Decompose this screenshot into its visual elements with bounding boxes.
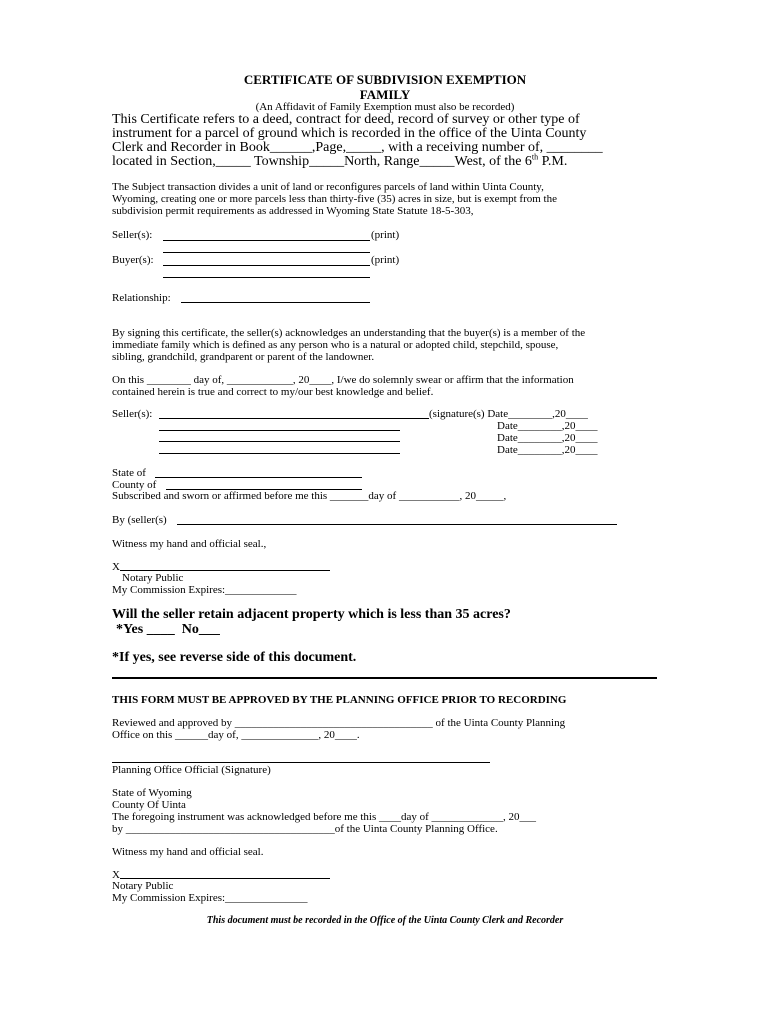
notary-public-label-2: Notary Public <box>112 880 174 892</box>
notary-state-label: State of <box>112 467 146 479</box>
notary-state-line[interactable] <box>155 477 362 478</box>
subject-line-2: Wyoming, creating one or more parcels less than thirty-five (35) acres in size, but is exempt from the <box>112 193 558 205</box>
commission-expires-2: My Commission Expires:_______________ <box>112 892 308 904</box>
buyers-print-label: (print) <box>371 254 400 266</box>
intro-line-1: This Certificate refers to a deed, contract for deed, record of survey or other type of <box>112 112 580 127</box>
approval-line-2: Office on this ______day of, ______________, 20____. <box>112 729 360 741</box>
seller-signature-line-3[interactable] <box>159 441 400 442</box>
relationship-line[interactable] <box>181 302 370 303</box>
notary-x-mark-1: X <box>112 561 120 573</box>
acknowledged-line: The foregoing instrument was acknowledged before me this ____day of _____________, 20___ <box>112 811 537 823</box>
commission-expires-1: My Commission Expires:_____________ <box>112 584 297 596</box>
affidavit-note: (An Affidavit of Family Exemption must also be recorded) <box>255 101 515 113</box>
witness-text-2: Witness my hand and official seal. <box>112 846 264 858</box>
planning-office-by-line: by ______________________________________of the Uinta County Planning Office. <box>112 823 498 835</box>
oath-line-2: contained herein is true and correct to my/our best knowledge and belief. <box>112 386 434 398</box>
notary-subscribed: Subscribed and sworn or affirmed before me this _______day of ___________, 20_____, <box>112 490 507 502</box>
intro-line-2: instrument for a parcel of ground which is recorded in the office of the Uinta County <box>112 126 587 141</box>
buyers-second-line[interactable] <box>163 277 370 278</box>
seller-signature-line-2[interactable] <box>159 430 400 431</box>
intro-line-4-text: located in Section,_____ Township_____North, Range_____West, of the 6 <box>112 154 532 169</box>
official-signature-label: Planning Office Official (Signature) <box>112 764 271 776</box>
sellers-label: Seller(s): <box>112 229 153 241</box>
relationship-label: Relationship: <box>112 292 171 304</box>
signature-sellers-label: Seller(s): <box>112 408 153 420</box>
yes-no-options[interactable]: *Yes ____ No___ <box>116 622 220 637</box>
notary-signature-line-1[interactable] <box>120 570 330 571</box>
county-of-uinta: County Of Uinta <box>112 799 186 811</box>
notary-public-label-1: Notary Public <box>122 572 184 584</box>
signature-date-2: Date________,20____ <box>497 420 598 432</box>
adjacent-property-question: Will the seller retain adjacent property which is less than 35 acres? <box>112 607 511 622</box>
by-sellers-label: By (seller(s) <box>112 514 167 526</box>
state-of-wyoming: State of Wyoming <box>112 787 192 799</box>
acknowledgement-line-3: sibling, grandchild, grandparent or parent of the landowner. <box>112 351 375 363</box>
buyers-label: Buyer(s): <box>112 254 154 266</box>
acknowledgement-line-1: By signing this certificate, the seller(s) acknowledges an understanding that the buyer(s) is a member of the <box>112 327 586 339</box>
notary-x-mark-2: X <box>112 869 120 881</box>
subject-line-1: The Subject transaction divides a unit of land or reconfigures parcels of land within Uinta County, <box>112 181 544 193</box>
acknowledgement-line-2: immediate family which is defined as any person who is a natural or adopted child, stepchild, spouse, <box>112 339 559 351</box>
intro-line-4 <box>112 152 568 169</box>
recording-footer: This document must be recorded in the Office of the Uinta County Clerk and Recorder <box>206 915 564 926</box>
notary-county-label: County of <box>112 479 157 491</box>
sellers-print-label: (print) <box>371 229 400 241</box>
seller-signature-line-1[interactable] <box>159 418 429 419</box>
seller-signature-line-4[interactable] <box>159 453 400 454</box>
signature-date-3: Date________,20____ <box>497 432 598 444</box>
approval-heading: THIS FORM MUST BE APPROVED BY THE PLANNING OFFICE PRIOR TO RECORDING <box>112 694 567 706</box>
subject-line-3: subdivision permit requirements as addressed in Wyoming State Statute 18-5-303, <box>112 205 474 217</box>
by-sellers-line[interactable] <box>177 524 617 525</box>
intro-superscript: th <box>531 152 539 162</box>
buyers-print-line[interactable] <box>163 265 370 266</box>
sellers-print-line[interactable] <box>163 240 370 241</box>
oath-line-1: On this ________ day of, ____________, 20____, I/we do solemnly swear or affirm that the information <box>112 374 574 386</box>
reverse-side-note: *If yes, see reverse side of this document. <box>112 650 357 665</box>
official-signature-line[interactable] <box>112 762 490 763</box>
sellers-second-line[interactable] <box>163 252 370 253</box>
approval-line-1: Reviewed and approved by ____________________________________ of the Uinta County Planning <box>112 717 566 729</box>
witness-text-1: Witness my hand and official seal., <box>112 538 267 550</box>
document-subtitle: FAMILY <box>359 87 411 102</box>
section-divider <box>112 677 657 679</box>
document-title: CERTIFICATE OF SUBDIVISION EXEMPTION <box>243 72 527 87</box>
intro-line-4-end: P.M. <box>538 154 568 169</box>
notary-signature-line-2[interactable] <box>120 878 330 879</box>
signature-date-1: (signature(s) Date________,20____ <box>429 408 588 420</box>
intro-line-3: Clerk and Recorder in Book______,Page,_____, with a receiving number of, ________ <box>112 140 603 155</box>
signature-date-4: Date________,20____ <box>497 444 598 456</box>
